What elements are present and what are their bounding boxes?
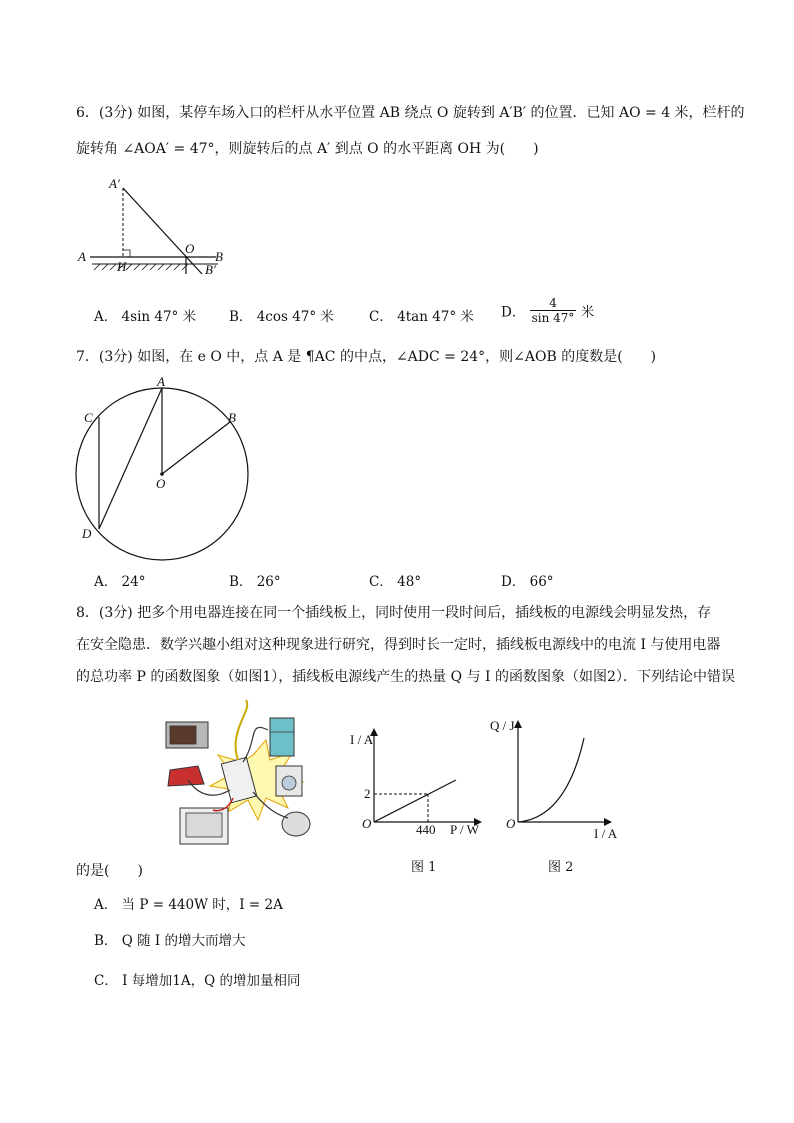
- q7-figure: [70, 372, 260, 572]
- fig1-ylabel: I / A: [350, 732, 374, 747]
- label-A-prime: A′: [109, 176, 120, 191]
- chord-DA: [99, 388, 162, 529]
- right-angle-mark: [123, 250, 130, 257]
- kettle: [282, 812, 310, 836]
- label-A: A: [157, 374, 165, 389]
- radius-OB: [162, 422, 230, 474]
- fig1-ytick: 2: [364, 786, 371, 801]
- label-O: O: [156, 476, 166, 491]
- fig2-ylabel: Q / J: [490, 718, 515, 733]
- label-A: A: [78, 249, 86, 264]
- fridge: [270, 718, 294, 756]
- q6-option-c[interactable]: C． 4tan 47° 米: [369, 309, 474, 325]
- fraction: $\frac{4}{\sin 47^\circ}$: [531, 296, 575, 325]
- fig2-caption: 图 2: [548, 860, 574, 875]
- fig2-curve: [518, 738, 584, 822]
- cord: [236, 700, 248, 760]
- q7-text-line1: 7．(3分) 如图，在 e O 中，点 A 是 ¶AC 的中点，∠ADC = 24°，则∠AOB 的度数是( ): [76, 349, 657, 365]
- label-D: D: [82, 526, 92, 541]
- q8-option-c[interactable]: C． I 每增加1A，Q 的增加量相同: [94, 973, 301, 989]
- iron: [168, 766, 204, 786]
- appliances-illustration: [158, 700, 336, 848]
- fig1-caption: 图 1: [411, 860, 437, 875]
- q8-figure2: [486, 700, 626, 840]
- label-B-prime: B′: [205, 262, 216, 277]
- q6-option-b[interactable]: B． 4cos 47° 米: [229, 309, 334, 325]
- q6-option-d[interactable]: D． $\frac{4}{\sin 47^\circ}$ 米: [501, 296, 595, 325]
- q8-text-line3: 的总功率 P 的函数图象（如图1），插线板电源线产生的热量 Q 与 I 的函数图象（如图2）．下列结论中错误: [76, 669, 735, 685]
- q8-figure1: [346, 722, 486, 840]
- q8-text-line4: 的是( ): [76, 863, 143, 879]
- label-B: B: [228, 410, 236, 425]
- q6-text-line2: 旋转角 ∠AOA′ = 47°，则旋转后的点 A′ 到点 O 的水平距离 OH 为( ): [76, 141, 539, 157]
- q7-option-b[interactable]: B． 26°: [229, 574, 281, 590]
- fig1-xtick: 440: [416, 822, 436, 837]
- label-C: C: [84, 410, 93, 425]
- label-B: B: [215, 249, 223, 264]
- fig1-xlabel: P / W: [450, 822, 479, 837]
- q6-figure: [72, 170, 242, 282]
- fig1-origin: O: [362, 816, 372, 831]
- q8-option-b[interactable]: B． Q 随 I 的增大而增大: [94, 933, 246, 949]
- q6-text-line1: 6．(3分) 如图，某停车场入口的栏杆从水平位置 AB 绕点 O 旋转到 A′B′ 的位置．已知 AO = 4 米，栏杆的: [76, 105, 745, 121]
- ground-hatch: [94, 264, 188, 270]
- label-O: O: [185, 241, 195, 256]
- q8-text-line1: 8．(3分) 把多个用电器连接在同一个插线板上，同时使用一段时间后，插线板的电源线会明显发热，存: [76, 605, 712, 621]
- q6-option-a[interactable]: A． 4sin 47° 米: [94, 309, 197, 325]
- q7-option-c[interactable]: C． 48°: [369, 574, 422, 590]
- q8-option-a[interactable]: A． 当 P = 440W 时，I = 2A: [94, 897, 283, 913]
- line-A-prime-B-prime: [123, 188, 202, 274]
- q8-text-line2: 在安全隐患．数学兴趣小组对这种现象进行研究，得到时长一定时，插线板电源线中的电流 I 与使用电器: [76, 637, 721, 653]
- label-H: H: [117, 259, 127, 274]
- fig1-line: [374, 780, 456, 822]
- fig2-origin: O: [506, 816, 516, 831]
- q7-option-d[interactable]: D． 66°: [501, 574, 554, 590]
- fig2-xlabel: I / A: [594, 826, 618, 840]
- q7-option-a[interactable]: A． 24°: [94, 574, 146, 590]
